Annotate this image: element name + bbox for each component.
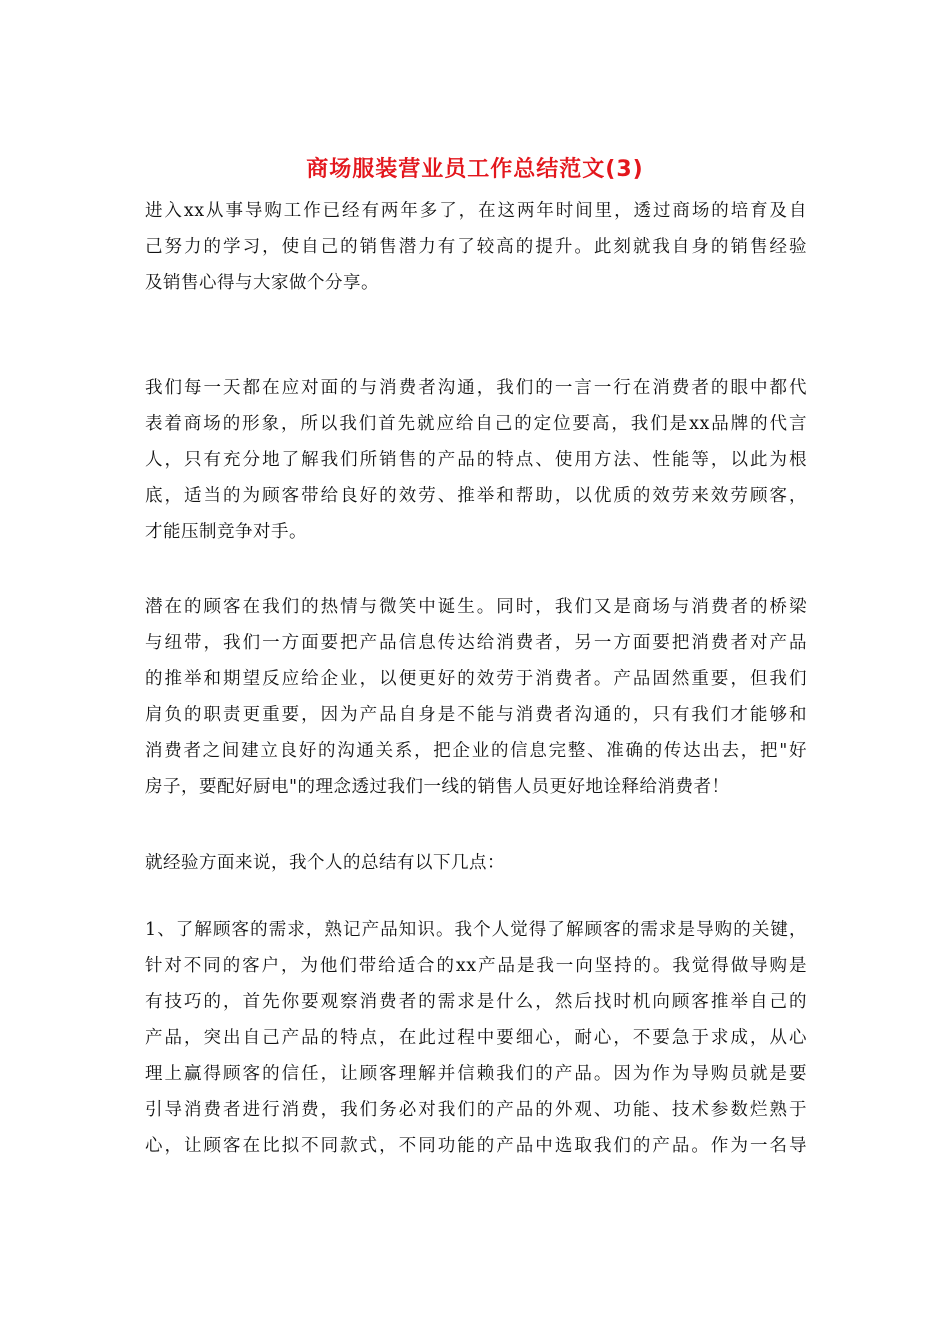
paragraph-line: 才能压制竞争对手。 <box>145 522 307 542</box>
paragraph-3 <box>145 589 807 805</box>
paragraph-line: 的推举和期望反应给企业，以便更好的效劳于消费者。产品固然重要，但我们 <box>145 669 807 689</box>
paragraph-line: 人，只有充分地了解我们所销售的产品的特点、使用方法、性能等，以此为根 <box>145 450 807 470</box>
paragraph-line: 针对不同的客户，为他们带给适合的xx产品是我一向坚持的。我觉得做导购是 <box>145 956 807 976</box>
paragraph-1 <box>145 193 807 301</box>
paragraph-line: 就经验方面来说，我个人的总结有以下几点： <box>145 853 505 873</box>
paragraph-line: 与纽带，我们一方面要把产品信息传达给消费者，另一方面要把消费者对产品 <box>145 633 807 653</box>
paragraph-line: 肩负的职责更重要，因为产品自身是不能与消费者沟通的，只有我们才能够和 <box>145 705 807 725</box>
paragraph-line: 及销售心得与大家做个分享。 <box>145 273 379 293</box>
paragraph-4 <box>145 845 807 881</box>
paragraph-line: 进入xx从事导购工作已经有两年多了，在这两年时间里，透过商场的培育及自 <box>145 201 807 221</box>
paragraph-line: 房子，要配好厨电"的理念透过我们一线的销售人员更好地诠释给消费者！ <box>145 777 730 797</box>
paragraph-line: 消费者之间建立良好的沟通关系，把企业的信息完整、准确的传达出去，把"好 <box>145 741 807 761</box>
paragraph-line: 底，适当的为顾客带给良好的效劳、推举和帮助，以优质的效劳来效劳顾客， <box>145 486 807 506</box>
paragraph-line: 理上赢得顾客的信任，让顾客理解并信赖我们的产品。因为作为导购员就是要 <box>145 1064 807 1084</box>
paragraph-line: 心，让顾客在比拟不同款式，不同功能的产品中选取我们的产品。作为一名导 <box>145 1136 807 1156</box>
paragraph-line: 潜在的顾客在我们的热情与微笑中诞生。同时，我们又是商场与消费者的桥梁 <box>145 597 807 617</box>
paragraph-line: 产品，突出自己产品的特点，在此过程中要细心，耐心，不要急于求成，从心 <box>145 1028 807 1048</box>
paragraph-5 <box>145 912 807 1164</box>
paragraph-line: 我们每一天都在应对面的与消费者沟通，我们的一言一行在消费者的眼中都代 <box>145 378 807 398</box>
document-title: 商场服装营业员工作总结范文(3) <box>306 157 644 182</box>
paragraph-line: 有技巧的，首先你要观察消费者的需求是什么，然后找时机向顾客推举自己的 <box>145 992 807 1012</box>
paragraph-line: 引导消费者进行消费，我们务必对我们的产品的外观、功能、技术参数烂熟于 <box>145 1100 807 1120</box>
paragraph-2 <box>145 370 807 550</box>
paragraph-line: 1、了解顾客的需求，熟记产品知识。我个人觉得了解顾客的需求是导购的关键， <box>145 920 807 940</box>
paragraph-line: 表着商场的形象，所以我们首先就应给自己的定位要高，我们是xx品牌的代言 <box>145 414 807 434</box>
paragraph-line: 己努力的学习，使自己的销售潜力有了较高的提升。此刻就我自身的销售经验 <box>145 237 807 257</box>
